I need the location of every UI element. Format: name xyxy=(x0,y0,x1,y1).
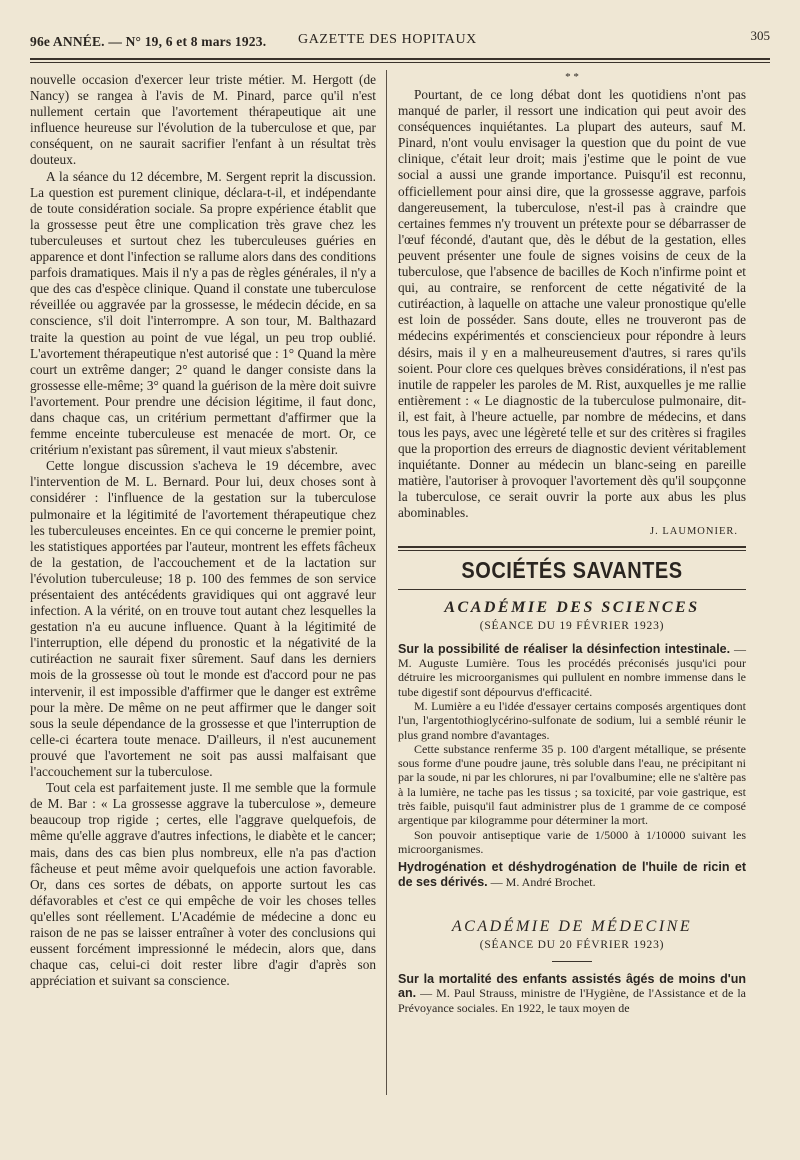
communication-text: Tous les procédés préconisés jusqu'ici pour détruire les microorganismes qui pullulent en nombre immense dans le tube digestif sont dépourvus d'efficacité. xyxy=(398,656,746,699)
spacer xyxy=(398,889,746,915)
communication-title: Sur la possibilité de réaliser la désinfection intestinale. xyxy=(398,641,731,656)
academie-sciences-title: ACADÉMIE DES SCIENCES xyxy=(444,598,700,616)
header-rule-thin xyxy=(30,62,770,63)
paragraph: Cette longue discussion s'acheva le 19 décembre, avec l'intervention de M. L. Bernard. Pour lui, deux choses sont à considérer : l'influence de la gestation sur la tuberculose pulmonaire et la légitimité de l'avortement thérapeutique chez les tuberculeuses enceintes. En ce qui concerne le premier point, les statistiques apportées par l'auteur, montrent les effets fâcheux de la gestation, de l'accouchement et de la lactation sur l'évolution tuberculeuse; 18 p. 100 des femmes de son service présentaient des antécédents gravidiques qui ont aggravé leur infection. A la vérité, on en trouve tout autant chez lesquelles la gestation n'a eu aucune influence. Quant à la légitimité de l'interruption, elle dépend du pronostic et la négativité de la cutiréaction ne saurait fixer sûrement. Sauf dans les derniers mois de la grossesse où tout le monde est d'accord pour ne pas intervenir, il est impossible d'affirmer que le danger est extrême pour la mère. De même on ne peut affirmer que le danger soit sous la seule dépendance de la grossesse et que l'interruption de celle-ci écartera toute menace. D'ailleurs, il n'est aucunement prouvé que l'avortement ne soit pas aussi malfaisant que l'accouchement sur la tuberculose. xyxy=(30,458,376,780)
communication-sciences-2 xyxy=(398,860,746,889)
journal-title: GAZETTE DES HOPITAUX xyxy=(298,32,477,47)
communication-title: Hydrogénation et déshydrogénation de l'huile de ricin et de ses dérivés. xyxy=(398,860,746,889)
section-rule xyxy=(398,546,746,551)
communication-paragraph xyxy=(398,642,746,699)
short-rule xyxy=(552,961,592,962)
communication-text: ministre de l'Hygiène, de l'Assistance et de la Prévoyance sociales. En 1922, le taux moyen de xyxy=(398,986,746,1015)
author-signature: J. LAUMONIER. xyxy=(650,525,738,537)
communication-paragraph: Cette substance renferme 35 p. 100 d'argent métallique, se présente sous forme d'une poudre jaune, très soluble dans l'eau, ne précipitant ni par la soude, ni par les chlorures, ni par l'ovalbumine; elle ne s'altère pas à la lumière, ne tache pas les tissus ; sa toxicité, par voie gastrique, est très faible, puisqu'il faut administrer plus de 1 gramme de ce composé argentique par kilogramme pour déterminer la mort. xyxy=(398,741,746,828)
column-divider xyxy=(386,70,387,1095)
communication-author: — M. Auguste Lumière. xyxy=(398,641,746,671)
paragraph: A la séance du 12 décembre, M. Sergent reprit la discussion. La question est purement clinique, déclara-t-il, et indépendante de toute considération sociale. Sa propre expérience établit que la grossesse peut être une complication très grave chez les tuberculeuses et surtout chez les tuberculeuses guéries en apparence et dont l'infection se rallume alors dans des conditions parfois dramatiques. Mais il n'y a pas de règles générales, il n'y a que des cas d'espèce clinique. Quand il constate une tuberculose réveillée ou aggravée par la grossesse, le médecin décide, en sa conscience, s'il doit l'interrompre. A son tour, M. Balthazard traite la question au point de vue légal, un peu trop oublié. L'avortement thérapeutique n'est autorisé que : 1° Quand la mère court un extrême danger; 2° quand le danger consiste dans la grossesse elle-même; 3° quand la guérison de la mère doit suivre l'avortement. Pour prendre une décision légitime, il faut donc, dans chaque cas, un critérium permettant d'affirmer que la femme enceinte tuberculeuse est menacée de mort. Or, ce critérium n'existant pas sûrement, il vaut mieux s'abstenir. xyxy=(30,168,376,458)
communication-paragraph: Son pouvoir antiseptique varie de 1/5000 à 1/10000 suivant les microorganismes. xyxy=(398,827,746,856)
communication-paragraph xyxy=(398,972,746,1015)
section-rule-thin xyxy=(398,589,746,590)
communication-author: — M. Paul Strauss, xyxy=(416,986,517,1001)
seance-date: (SÉANCE DU 20 FÉVRIER 1923) xyxy=(479,938,665,951)
communication-title: Sur la mortalité des enfants assistés âgés de moins d'un an. xyxy=(398,972,746,1001)
communication-author: — M. André Brochet. xyxy=(487,874,596,889)
page-header xyxy=(30,28,770,54)
page-number: 305 xyxy=(750,28,770,43)
academie-medecine-title: ACADÉMIE DE MÉDECINE xyxy=(451,917,693,935)
right-column xyxy=(398,72,746,1015)
paragraph: Tout cela est parfaitement juste. Il me semble que la formule de M. Bar : « La grossesse aggrave la tuberculose », demeure beaucoup trop rigide ; certes, elle l'aggrave quelquefois, de même qu'elle aggrave d'autres infections, le diabète et le cancer; mais, dans des cas bien plus nombreux, elle n'a pas d'action fâcheuse et peut même avoir quelquefois une action favorable. Or, dans ces sortes de débats, on apporte surtout les cas défavorables et c'est ce qui empêche de voir les choses telles qu'elles sont réellement. L'Académie de médecine a donc eu raison de ne pas se laisser entraîner à voter des conclusions qui eussent forcément impressionné le médecin, alors que, dans chaque cas, celui-ci doit rester libre d'agir d'après son appréciation et suivant sa conscience. xyxy=(30,780,376,989)
communication-sciences-1 xyxy=(398,642,746,856)
section-title: SOCIÉTÉS SAVANTES xyxy=(461,557,683,584)
communication-paragraph: M. Lumière a eu l'idée d'essayer certains composés argentiques dont l'un, l'argentothioglycérino-sulfonate de sodium, lui a semblé réunir le plus grand nombre d'avantages. xyxy=(398,699,746,742)
section-stars: * * xyxy=(565,71,579,83)
communication-paragraph xyxy=(398,860,746,889)
left-column xyxy=(30,72,376,989)
paragraph: Pourtant, de ce long débat dont les quotidiens n'ont pas manqué de parler, il ressort une indication qui peut avoir des conséquences inquiétantes. La plupart des auteurs, sauf M. Pinard, n'ont voulu envisager la question que du point de vue clinique, c'était leur droit; mais j'estime que le point de vue social a aussi une grande importance. Puisqu'il est reconnu, officiellement pour ainsi dire, que la grossesse aggrave, parfois dangereusement, la tuberculose, n'est-il pas à craindre que certaines femmes n'y trouvent un prétexte pour se débarrasser de l'œuf fécondé, d'autant que, dès le début de la gestation, elles peuvent présenter une foule de signes voisins de ceux de la tuberculose, que l'absence de bacilles de Koch n'infirme point et qui, au contraire, se renforcent de cette négativité de la cutiréaction, à laquelle on attache une valeur pronostique qu'elle est loin de posséder. Sans doute, elles ne trouveront pas de médecins expérimentés et consciencieux pour répondre à leurs désirs, mais il y en a malheureusement d'autres, si rares qu'ils soient. Pour clore ces quelques brèves considérations, il n'est pas inutile de rappeler les paroles de M. Rist, auxquelles je me rallie entièrement : « Le diagnostic de la tuberculose pulmonaire, dit-il, est fait, à l'heure actuelle, par nombre de médecins, et dans tous les pays, avec une légèreté telle et sur des critères si fragiles que la proportion des erreurs de diagnostic devient véritablement inquiétante. Donner au médecin un blanc-seing en pareille matière, l'autoriser à provoquer l'avortement dès qu'il soupçonne la tuberculose, ce serait ouvrir la porte aux abus les plus abominables. xyxy=(398,87,746,521)
header-rule xyxy=(30,58,770,60)
seance-date: (SÉANCE DU 19 FÉVRIER 1923) xyxy=(479,619,665,632)
paragraph: nouvelle occasion d'exercer leur triste métier. M. Hergott (de Nancy) se rangea à l'avis de M. Pinard, parce qu'il n'est nullement certain que l'avortement thérapeutique ait une influence heureuse sur l'évolution de la tuberculose et que, par conséquent, on ne saurait sacrifier l'enfant à un résultat très douteux. xyxy=(30,72,376,168)
communication-medecine-1 xyxy=(398,972,746,1015)
issue-line: 96e ANNÉE. — N° 19, 6 et 8 mars 1923. xyxy=(30,34,267,49)
